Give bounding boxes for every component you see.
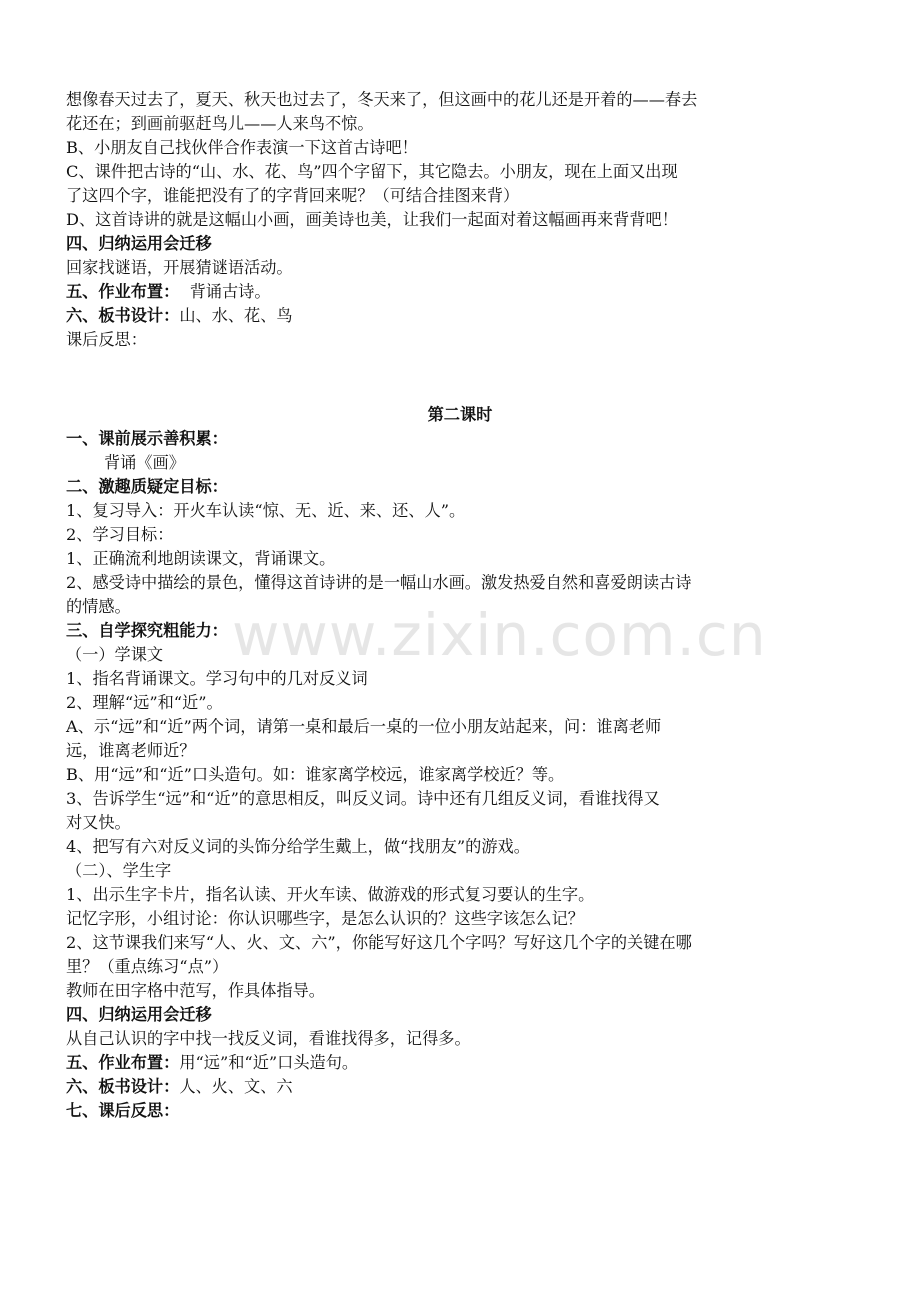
paragraph-line: 1、正确流利地朗读课文，背诵课文。	[66, 549, 336, 568]
subsection-heading: （二）、学生字	[66, 861, 172, 880]
section-heading-row	[66, 280, 796, 304]
paragraph-line: 4、把写有六对反义词的头饰分给学生戴上，做“找朋友”的游戏。	[66, 837, 530, 856]
paragraph-line: 2、理解“远”和“近”。	[66, 693, 223, 712]
lesson-title: 第二课时	[427, 405, 493, 424]
section-heading-row	[66, 1051, 796, 1075]
section-heading: 一、课前展示善积累：	[66, 429, 228, 448]
paragraph-line: 1、指名背诵课文。学习句中的几对反义词	[66, 669, 368, 688]
paragraph-line: C、课件把古诗的“山、水、花、鸟”四个字留下，其它隐去。小朋友，现在上面又出现	[66, 162, 678, 181]
section-heading-row	[66, 1075, 796, 1099]
paragraph-line: 1、出示生字卡片，指名认读、开火车读、做游戏的形式复习要认的生字。	[66, 885, 595, 904]
section-text: 用“远”和“近”口头造句。	[179, 1053, 359, 1072]
section-heading: 六、板书设计：	[66, 306, 180, 325]
paragraph-line: 的情感。	[66, 597, 131, 616]
paragraph-line: 1、复习导入：开火车认读“惊、无、近、来、还、人”。	[66, 501, 466, 520]
paragraph-line: 远，谁离老师近？	[66, 741, 196, 760]
paragraph-line: B、小朋友自己找伙伴合作表演一下这首古诗吧！	[66, 138, 418, 157]
section-text: 人、火、文、六	[179, 1077, 293, 1096]
section-heading-row	[66, 304, 796, 328]
paragraph-line: 2、感受诗中描绘的景色，懂得这首诗讲的是一幅山水画。激发热爱自然和喜爱朗读古诗	[66, 573, 692, 592]
section-heading: 四、归纳运用会迁移	[66, 1005, 212, 1024]
section-heading: 七、课后反思：	[66, 1101, 180, 1120]
section-heading: 四、归纳运用会迁移	[66, 234, 212, 253]
paragraph-line: 从自己认识的字中找一找反义词，看谁找得多，记得多。	[66, 1029, 471, 1048]
paragraph-line: 课后反思：	[66, 330, 147, 349]
section-text: 山、水、花、鸟	[179, 306, 293, 325]
section-heading: 二、激趣质疑定目标：	[66, 477, 228, 496]
paragraph-line: 2、这节课我们来写“人、火、文、六”，你能写好这几个字吗？写好这几个字的关键在哪	[66, 933, 692, 952]
paragraph-line: B、用“远”和“近”口头造句。如：谁家离学校远，谁家离学校近？等。	[66, 765, 565, 784]
paragraph-line: A、示“远”和“近”两个词，请第一桌和最后一桌的一位小朋友站起来，问：谁离老师	[66, 717, 662, 736]
paragraph-line: 对又快。	[66, 813, 131, 832]
paragraph-line: 想像春天过去了，夏天、秋天也过去了，冬天来了，但这画中的花儿还是开着的——春去	[66, 90, 698, 109]
paragraph-line: 背诵《画》	[104, 453, 185, 472]
paragraph-line: D、这首诗讲的就是这幅山小画，画美诗也美，让我们一起面对着这幅画再来背背吧！	[66, 210, 678, 229]
paragraph-line: 记忆字形，小组讨论：你认识哪些字，是怎么认识的？这些字该怎么记？	[66, 909, 584, 928]
watermark: www.zixin.com.cn	[232, 601, 767, 669]
paragraph-line: 3、告诉学生“远”和“近”的意思相反，叫反义词。诗中还有几组反义词，看谁找得又	[66, 789, 660, 808]
section-heading: 三、自学探究粗能力：	[66, 621, 228, 640]
section-text: 背诵古诗。	[179, 282, 271, 301]
section-heading: 六、板书设计：	[66, 1077, 180, 1096]
paragraph-line: 回家找谜语，开展猜谜语活动。	[66, 258, 293, 277]
section-heading: 五、作业布置：	[66, 1053, 180, 1072]
paragraph-line: 里？（重点练习“点”）	[66, 957, 229, 976]
subsection-heading: （一）学课文	[66, 645, 164, 664]
paragraph-line: 花还在；到画前驱赶鸟儿——人来鸟不惊。	[66, 114, 374, 133]
paragraph-line: 教师在田字格中范写，作具体指导。	[66, 981, 325, 1000]
paragraph-line: 了这四个字，谁能把没有了的字背回来呢？（可结合挂图来背）	[66, 186, 520, 205]
paragraph-line: 2、学习目标：	[66, 525, 174, 544]
section-heading: 五、作业布置：	[66, 282, 180, 301]
